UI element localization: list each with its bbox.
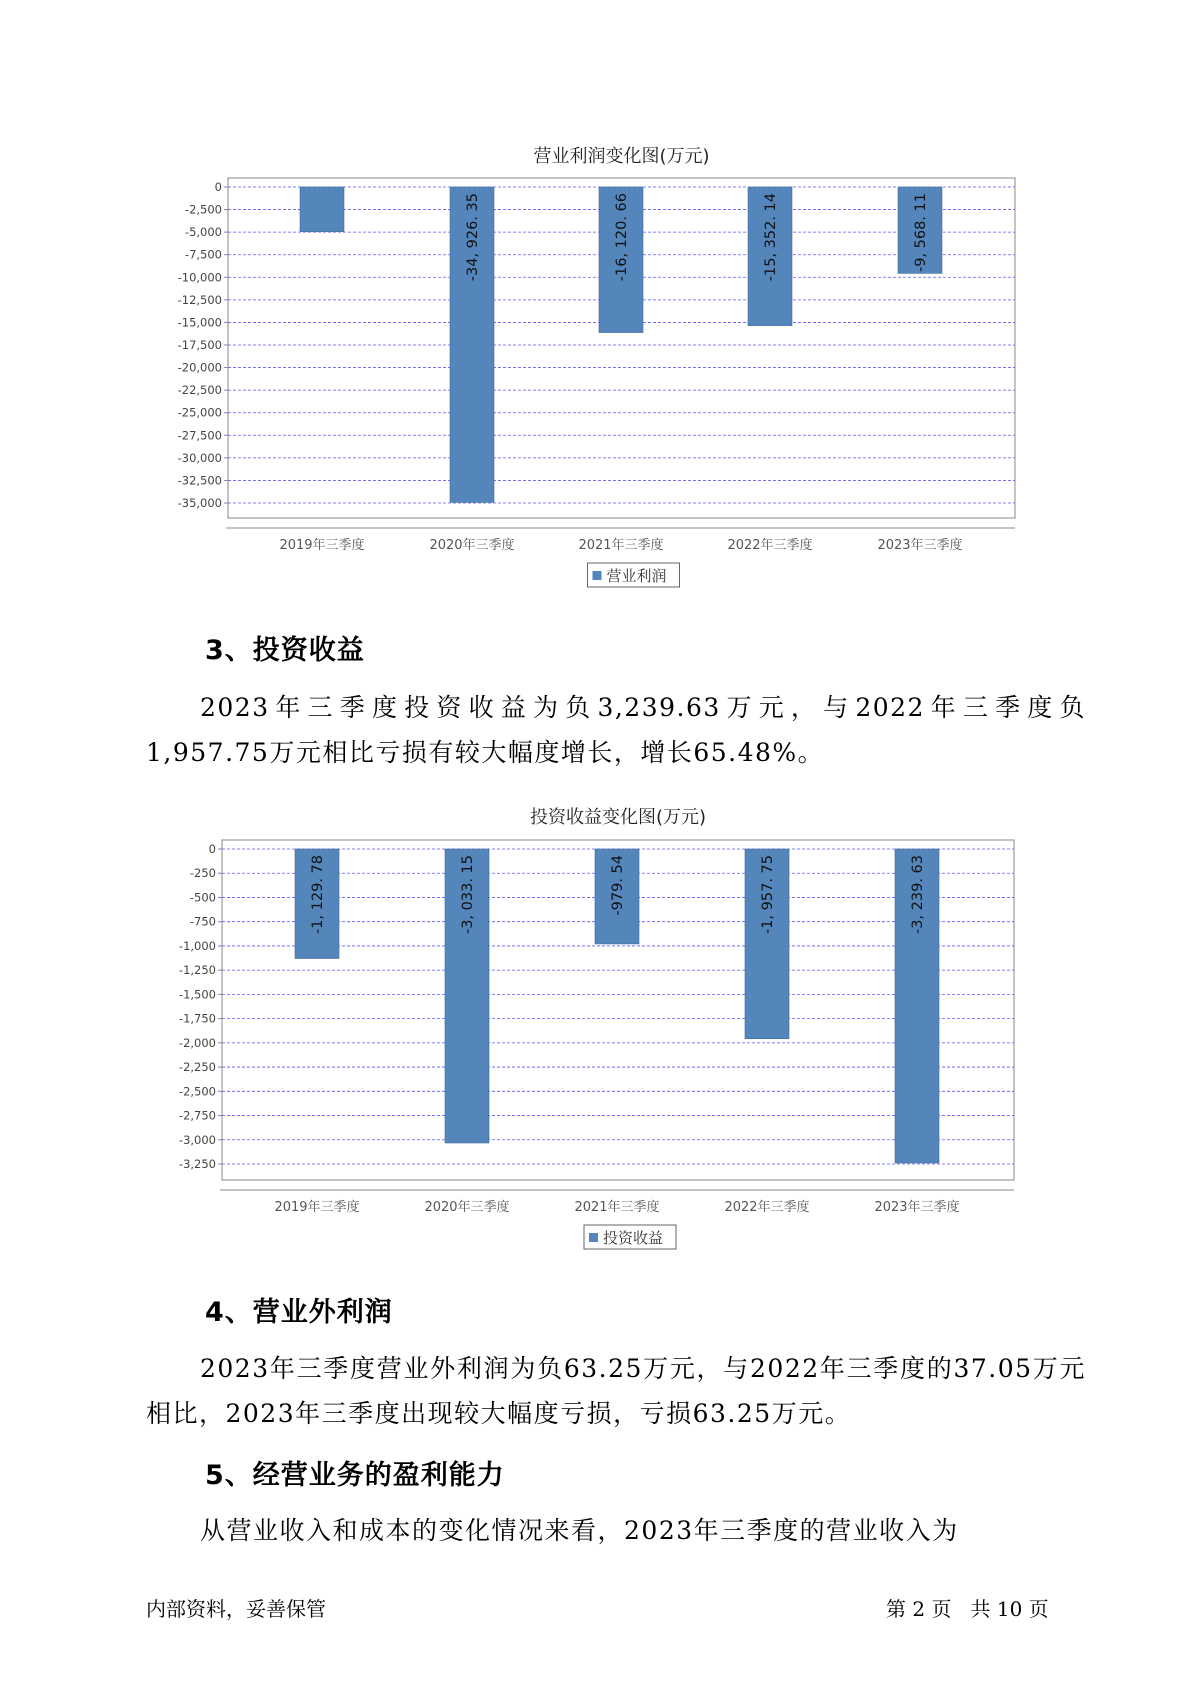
x-tick-label: 2020年三季度: [424, 1200, 510, 1215]
bar-data-label: -15, 352. 14: [763, 193, 779, 282]
y-tick-label: -12,500: [177, 292, 222, 307]
y-tick-label: -7,500: [184, 247, 222, 262]
bar-data-label: -16, 120. 66: [614, 193, 630, 282]
bar-data-label: -9, 568. 11: [913, 193, 929, 273]
y-tick-label: -2,750: [178, 1108, 216, 1123]
y-tick-label: -1,750: [178, 1011, 216, 1026]
section-5-paragraph: 从营业收入和成本的变化情况来看，2023年三季度的营业收入为: [200, 1516, 959, 1545]
y-tick-label: -5,000: [184, 225, 222, 240]
bar-data-label: -979. 54: [610, 855, 626, 916]
y-tick-label: -30,000: [177, 450, 222, 465]
bar-data-label: -1, 957. 75: [760, 855, 776, 935]
section-5-heading: 5、经营业务的盈利能力: [205, 1460, 505, 1491]
y-tick-label: -20,000: [177, 360, 222, 375]
x-tick-label: 2022年三季度: [727, 538, 813, 553]
y-tick-label: -1,250: [178, 963, 216, 978]
bar-data-label: -3, 033. 15: [460, 855, 476, 935]
bar-data-label: -3, 239. 63: [910, 855, 926, 935]
x-tick-label: 2021年三季度: [574, 1200, 660, 1215]
x-tick-label: 2023年三季度: [877, 538, 963, 553]
x-tick-label: 2022年三季度: [724, 1200, 810, 1215]
x-tick-label: 2023年三季度: [874, 1200, 960, 1215]
y-tick-label: -500: [189, 890, 216, 905]
chart-title: 投资收益变化图(万元): [529, 807, 707, 828]
footer-confidential-note: 内部资料，妥善保管: [146, 1597, 326, 1621]
section-3-heading: 3、投资收益: [205, 635, 365, 666]
y-tick-label: -2,250: [178, 1060, 216, 1075]
y-tick-label: -35,000: [177, 496, 222, 510]
y-tick-label: -3,000: [178, 1132, 216, 1147]
x-tick-label: 2020年三季度: [429, 538, 515, 553]
y-tick-label: -2,500: [178, 1084, 216, 1099]
y-tick-label: -15,000: [177, 315, 222, 330]
x-tick-label: 2021年三季度: [578, 538, 664, 553]
y-tick-label: -2,500: [184, 202, 222, 217]
y-tick-label: 0: [208, 842, 216, 856]
chart-title: 营业利润变化图(万元): [533, 146, 710, 167]
y-tick-label: -750: [189, 914, 216, 929]
section-3-paragraph: 2023年三季度投资收益为负3,239.63万元，与2022年三季度负1,957.75万元相比亏损有较大幅度增长，增长65.48%。: [146, 693, 1086, 767]
legend-label: 营业利润: [606, 567, 667, 585]
y-tick-label: -25,000: [177, 405, 222, 420]
y-tick-label: -1,000: [178, 938, 216, 953]
section-4-paragraph: 2023年三季度营业外利润为负63.25万元，与2022年三季度的37.05万元相比，2023年三季度出现较大幅度亏损，亏损63.25万元。: [146, 1354, 1086, 1428]
y-tick-label: -10,000: [177, 270, 222, 285]
x-tick-label: 2019年三季度: [279, 538, 365, 553]
y-tick-label: -3,250: [178, 1157, 216, 1171]
y-tick-label: -1,500: [178, 987, 216, 1002]
bar-data-label: -1, 129. 78: [310, 855, 326, 935]
bar-data-label: -34, 926. 35: [465, 193, 481, 282]
y-tick-label: -22,500: [177, 383, 222, 398]
y-tick-label: -27,500: [177, 428, 222, 443]
footer-page-number: 第 2 页 共 10 页: [886, 1597, 1049, 1621]
section-4-heading: 4、营业外利润: [205, 1297, 393, 1328]
x-tick-label: 2019年三季度: [274, 1200, 360, 1215]
y-tick-label: -17,500: [177, 338, 222, 352]
y-tick-label: -2,000: [178, 1035, 216, 1050]
y-tick-label: -32,500: [177, 473, 222, 488]
y-tick-label: -250: [189, 866, 216, 881]
legend-swatch: [589, 1233, 598, 1242]
y-tick-label: 0: [214, 180, 222, 194]
legend-label: 投资收益: [603, 1229, 664, 1247]
